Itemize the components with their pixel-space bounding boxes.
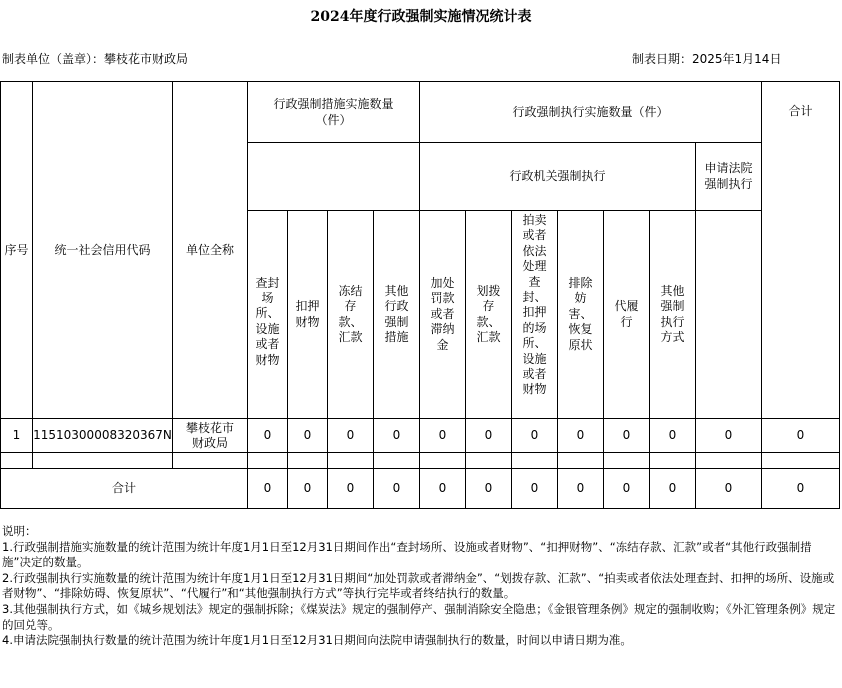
total-value: 0 — [466, 469, 512, 509]
row-value: 0 — [288, 419, 328, 453]
header-e1: 加处罚款或者滞纳金 — [420, 211, 466, 419]
header-seq: 序号 — [1, 82, 33, 419]
header-e3: 拍卖或者依法处理查封、扣押的场所、设施或者财物 — [512, 211, 558, 419]
page-title: 2024年度行政强制实施情况统计表 — [310, 9, 532, 25]
total-value: 0 — [512, 469, 558, 509]
header-m4: 其他行政强制措施 — [374, 211, 420, 419]
header-total: 合计 — [762, 82, 840, 419]
header-e5: 代履行 — [604, 211, 650, 419]
total-value: 0 — [696, 469, 762, 509]
total-value: 0 — [558, 469, 604, 509]
row-value: 0 — [762, 419, 840, 453]
prepared-by-unit: 制表单位（盖章）：攀枝花市财政局 — [2, 52, 189, 66]
total-value: 0 — [420, 469, 466, 509]
total-value: 0 — [248, 469, 288, 509]
total-value: 0 — [650, 469, 696, 509]
row-value: 0 — [420, 419, 466, 453]
row-value: 0 — [512, 419, 558, 453]
note-item: 3.其他强制执行方式，如《城乡规划法》规定的强制拆除；《煤炭法》规定的强制停产、强制消除安全隐患；《金银管理条例》规定的强制收购；《外汇管理条例》规定的回兑等。 — [2, 601, 836, 632]
header-e4: 排除妨害、恢复原状 — [558, 211, 604, 419]
header-e6: 其他强制执行方式 — [650, 211, 696, 419]
row-value: 0 — [696, 419, 762, 453]
total-value: 0 — [374, 469, 420, 509]
table-row-empty — [1, 453, 840, 469]
row-value: 0 — [466, 419, 512, 453]
total-label: 合计 — [1, 469, 248, 509]
table-row — [1, 419, 840, 453]
row-value: 0 — [248, 419, 288, 453]
statistics-table — [0, 81, 840, 509]
row-seq: 1 — [1, 419, 33, 453]
header-m3: 冻结存款、汇款 — [328, 211, 374, 419]
notes-heading: 说明： — [2, 524, 37, 538]
notes — [2, 524, 838, 649]
row-value: 0 — [374, 419, 420, 453]
header-measures-blank — [248, 143, 420, 211]
prepared-date: 制表日期：2025年1月14日 — [632, 52, 782, 66]
row-credit-code: 11510300008320367N — [33, 419, 173, 453]
row-unit-name: 攀枝花市财政局 — [173, 419, 248, 453]
header-m2: 扣押财物 — [288, 211, 328, 419]
total-value: 0 — [604, 469, 650, 509]
note-item: 4.申请法院强制执行数量的统计范围为统计年度1月1日至12月31日期间向法院申请强制执行的数量，时间以申请日期为准。 — [2, 633, 632, 648]
row-value: 0 — [328, 419, 374, 453]
header-credit-code: 统一社会信用代码 — [33, 82, 173, 419]
header-execution: 行政强制执行实施数量（件） — [420, 82, 762, 143]
header-court-exec: 申请法院强制执行 — [696, 143, 762, 211]
total-value: 0 — [328, 469, 374, 509]
table-total-row — [1, 469, 840, 509]
header-measures: 行政强制措施实施数量（件） — [248, 82, 420, 143]
row-value: 0 — [650, 419, 696, 453]
row-value: 0 — [558, 419, 604, 453]
note-item: 1.行政强制措施实施数量的统计范围为统计年度1月1日至12月31日期间作出“查封场所、设施或者财物”、“扣押财物”、“冻结存款、汇款”或者“其他行政强制措施”决定的数量。 — [2, 539, 812, 570]
header-e2: 划拨存款、汇款 — [466, 211, 512, 419]
total-value: 0 — [762, 469, 840, 509]
total-value: 0 — [288, 469, 328, 509]
note-item: 2.行政强制执行实施数量的统计范围为统计年度1月1日至12月31日期间“加处罚款或者滞纳金”、“划拨存款、汇款”、“拍卖或者依法处理查封、扣押的场所、设施或者财物”、“排除妨碍、恢复原状”、“代履行”和“其他强制执行方式”等执行完毕或者终结执行的数量。 — [2, 570, 835, 601]
header-unit-name: 单位全称 — [173, 82, 248, 419]
row-value: 0 — [604, 419, 650, 453]
header-m1: 查封场所、设施或者财物 — [248, 211, 288, 419]
header-court-blank — [696, 211, 762, 419]
header-admin-exec: 行政机关强制执行 — [420, 143, 696, 211]
